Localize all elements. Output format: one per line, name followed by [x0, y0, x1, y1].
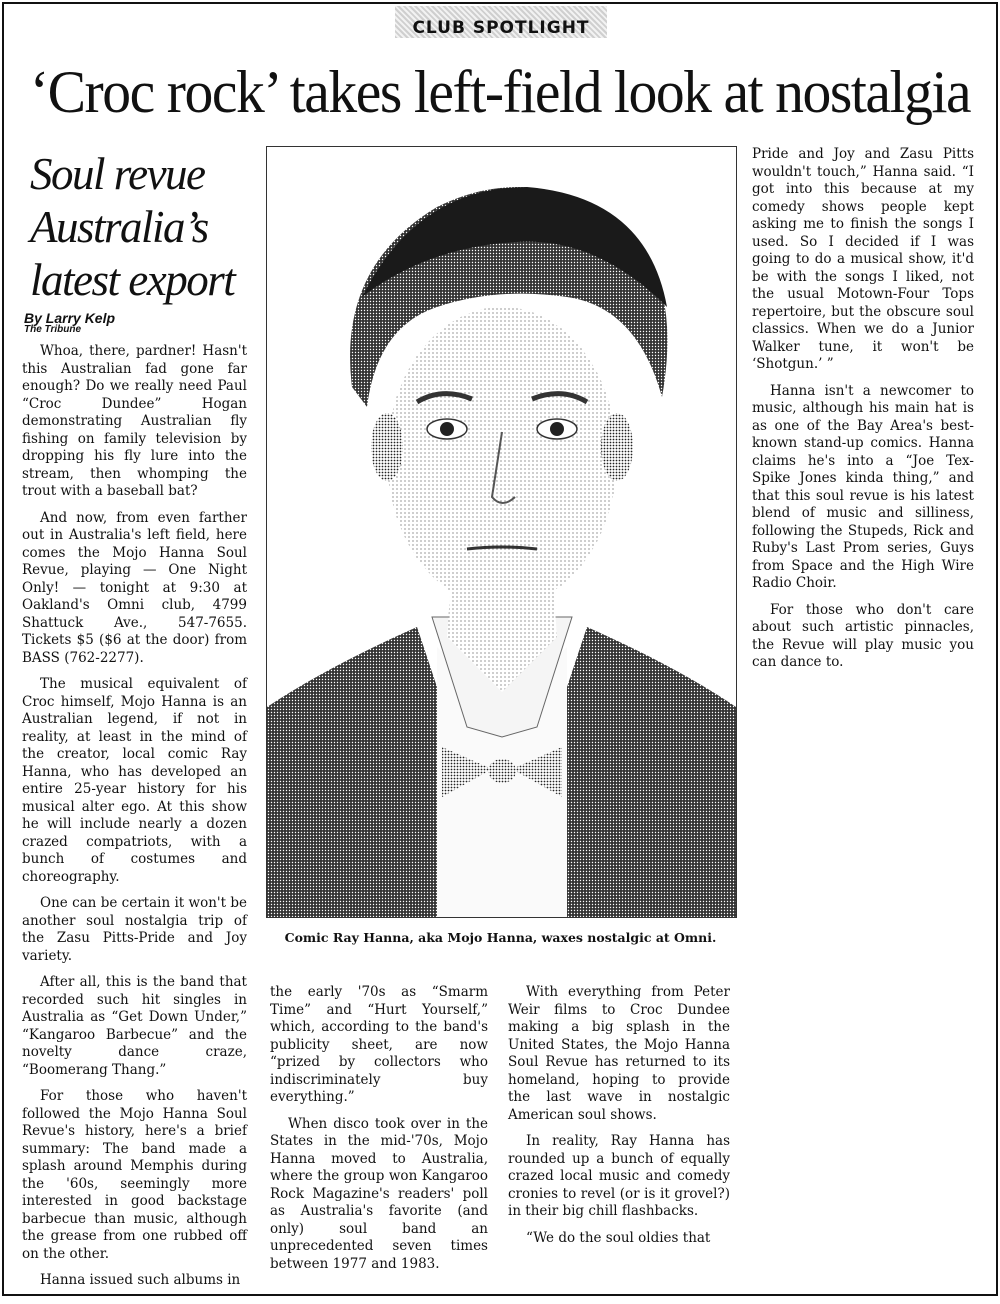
portrait-photo — [266, 146, 737, 918]
paragraph: With everything from Peter Weir films to Croc Dundee making a big splash in the United States, the Mojo Hanna Soul Revue has returned to its homeland, hoping to provide the last wave in nostalgic American soul shows. — [508, 984, 730, 1123]
byline-author: By Larry Kelp — [24, 310, 116, 326]
article-column-1 — [22, 343, 247, 1299]
photo-caption: Comic Ray Hanna, aka Mojo Hanna, waxes nostalgic at Omni. — [284, 930, 717, 945]
paragraph: One can be certain it won't be another soul nostalgia trip of the Zasu Pitts-Pride and Joy variety. — [22, 895, 247, 964]
paragraph: the early '70s as “Smarm Time” and “Hurt Yourself,” which, according to the band's publicity sheet, are now “prized by collectors who indiscriminately buy everything.” — [270, 984, 488, 1105]
right-rule — [996, 2, 998, 1294]
headline: ‘Croc rock’ takes left-field look at nostalgia — [29, 59, 971, 125]
paragraph: After all, this is the band that recorded such hit singles in Australia as “Get Down Under,” “Kangaroo Barbecue” and the novelty dance craze, “Boomerang Thang.” — [22, 974, 247, 1078]
left-rule — [2, 2, 4, 1294]
paragraph: And now, from even farther out in Australia's left field, here comes the Mojo Hanna Soul Revue, playing — One Night Only! — tonight at 9:30 at Oakland's Omni club, 4799 Shattuck Ave., 547-7655. Tickets $5 ($6 at the door) from BASS (762-2277). — [22, 509, 247, 666]
paragraph: “We do the soul oldies that — [526, 1229, 711, 1246]
section-label-box — [395, 6, 607, 38]
paragraph: When disco took over in the States in the mid-'70s, Mojo Hanna moved to Australia, where the group won Kangaroo Rock Magazine's readers' poll as Australia's favorite (and only) soul band an unprecedented seven times between 1977 and 1983. — [270, 1115, 488, 1272]
article-column-2 — [270, 984, 488, 1282]
article-column-4 — [752, 146, 974, 681]
paragraph: Pride and Joy and Zasu Pitts wouldn't touch,” Hanna said. “I got into this because at my comedy shows people kept asking me to finish the songs I used. So I decided if I was going to do a musical show, it'd be with the songs I liked, not the usual Motown-Four Tops repertoire, but the obscure soul classics. When we do a Junior Walker tune, it won't be ‘Shotgun.’ ” — [752, 146, 974, 372]
portrait-image — [267, 147, 736, 917]
paragraph: For those who haven't followed the Mojo Hanna Soul Revue's history, here's a brief summary: The band made a splash around Memphis during the '60s, seemingly more interested in good backstage barbecue than music, although the grease from one rubbed off on the other. — [22, 1088, 247, 1262]
top-rule — [2, 2, 998, 4]
paragraph: Hanna issued such albums in — [40, 1272, 241, 1288]
paragraph: Whoa, there, pardner! Hasn't this Australian fad gone far enough? Do we really need Paul “Croc Dundee” Hogan demonstrating Australian fly fishing on family television by dropping his fly lure into the stream, then whomping the trout with a baseball bat? — [22, 343, 247, 499]
deck-subhead: Soul revue Australia’s latest export — [30, 149, 235, 305]
byline-organization: The Tribune — [24, 324, 82, 335]
paragraph: In reality, Ray Hanna has rounded up a bunch of equally crazed local music and comedy cronies to revel (or is it grovel?) in their big chill flashbacks. — [508, 1133, 730, 1219]
paragraph: For those who don't care about such artistic pinnacles, the Revue will play music you can dance to. — [752, 601, 974, 670]
section-label: CLUB SPOTLIGHT — [412, 18, 590, 38]
paragraph: The musical equivalent of Croc himself, Mojo Hanna is an Australian legend, if not in reality, at least in the mind of the creator, local comic Ray Hanna, who has developed an entire 25-year history for his musical alter ego. At this show he will include nearly a dozen crazed compatriots, with a bunch of costumes and choreography. — [22, 676, 247, 885]
paragraph: Hanna isn't a newcomer to music, although his main hat is as one of the Bay Area's best-known stand-up comics. Hanna claims he's into a “Joe Tex-Spike Jones kinda thing,” and that this soul revue is his latest blend of music and silliness, following the Stupeds, Rick and Ruby's Last Prom series, Guys from Space and the High Wire Radio Choir. — [752, 382, 974, 591]
article-column-3 — [508, 984, 730, 1256]
